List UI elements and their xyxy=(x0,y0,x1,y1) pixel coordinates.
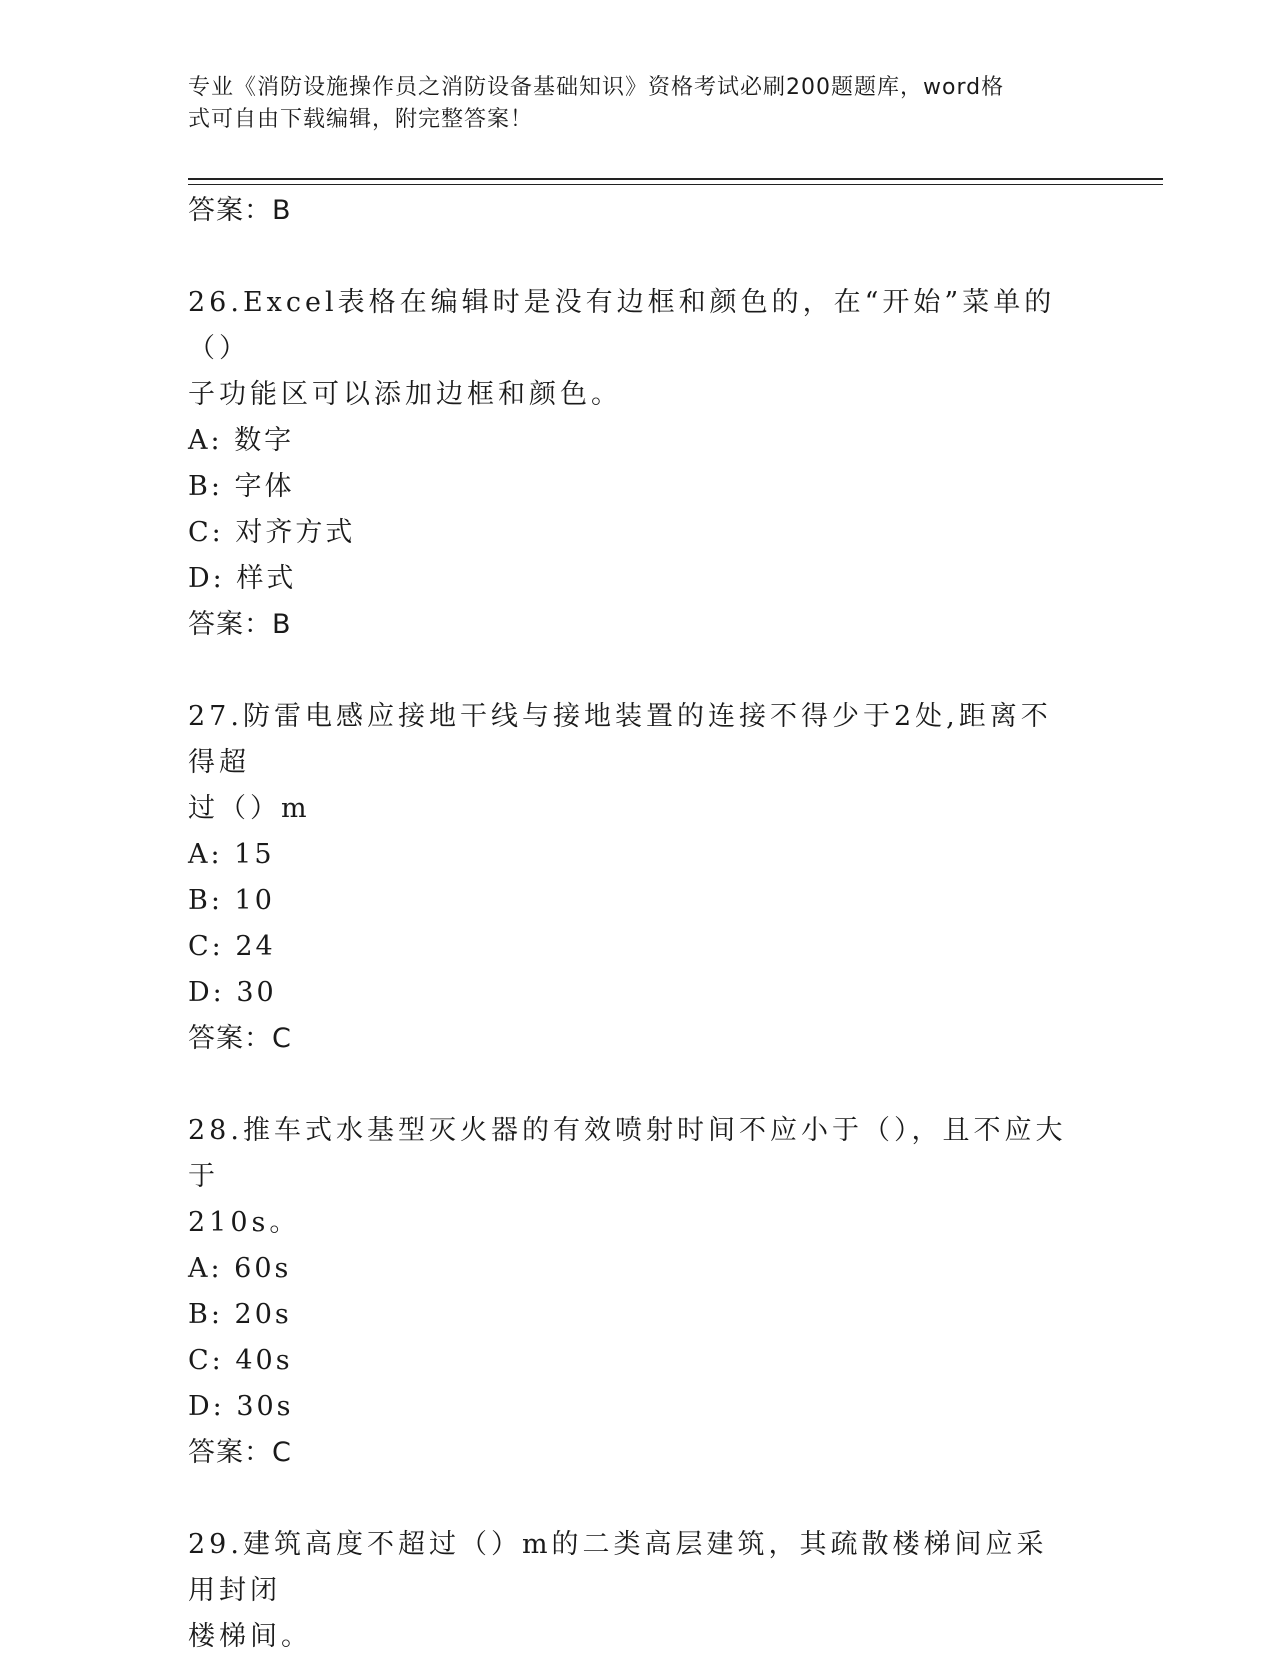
option-c: C: 24 xyxy=(188,931,276,962)
previous-answer: 答案：B xyxy=(188,195,292,226)
question-text-line: 楼梯间。 xyxy=(188,1621,312,1652)
question-text-line: 子功能区可以添加边框和颜色。 xyxy=(188,379,622,410)
option-d: D: 30 xyxy=(188,977,277,1008)
question-list xyxy=(188,188,1068,1660)
header-divider-thin xyxy=(188,184,1163,185)
header-divider-thick xyxy=(188,178,1163,180)
question-text-line: 210s。 xyxy=(188,1207,301,1238)
question-28 xyxy=(188,1108,1068,1476)
question-29 xyxy=(188,1522,1068,1660)
option-b: B: 10 xyxy=(188,885,275,916)
option-d: D: 样式 xyxy=(188,563,297,594)
question-text-line: 26.Excel表格在编辑时是没有边框和颜色的，在“开始”菜单的（） xyxy=(188,287,1056,364)
question-text-line: 27.防雷电感应接地干线与接地装置的连接不得少于2处,距离不得超 xyxy=(188,701,1052,778)
option-a: A: 60s xyxy=(188,1253,292,1284)
question-text-line: 过（）m xyxy=(188,793,311,824)
answer: 答案：B xyxy=(188,609,292,640)
header-line-1: 专业《消防设施操作员之消防设备基础知识》资格考试必刷200题题库，word格 xyxy=(188,75,1005,100)
question-26 xyxy=(188,280,1068,648)
document-header xyxy=(188,72,1068,136)
option-a: A: 15 xyxy=(188,839,275,870)
option-d: D: 30s xyxy=(188,1391,294,1422)
option-b: B: 20s xyxy=(188,1299,292,1330)
answer: 答案：C xyxy=(188,1437,292,1468)
option-c: C: 对齐方式 xyxy=(188,517,356,548)
header-line-2: 式可自由下载编辑，附完整答案！ xyxy=(188,107,534,132)
option-c: C: 40s xyxy=(188,1345,293,1376)
answer: 答案：C xyxy=(188,1023,292,1054)
question-text-line: 29.建筑高度不超过（）m的二类高层建筑，其疏散楼梯间应采用封闭 xyxy=(188,1529,1048,1606)
option-b: B: 字体 xyxy=(188,471,295,502)
question-27 xyxy=(188,694,1068,1062)
option-a: A: 数字 xyxy=(188,425,295,456)
question-text-line: 28.推车式水基型灭火器的有效喷射时间不应小于（），且不应大于 xyxy=(188,1115,1067,1192)
